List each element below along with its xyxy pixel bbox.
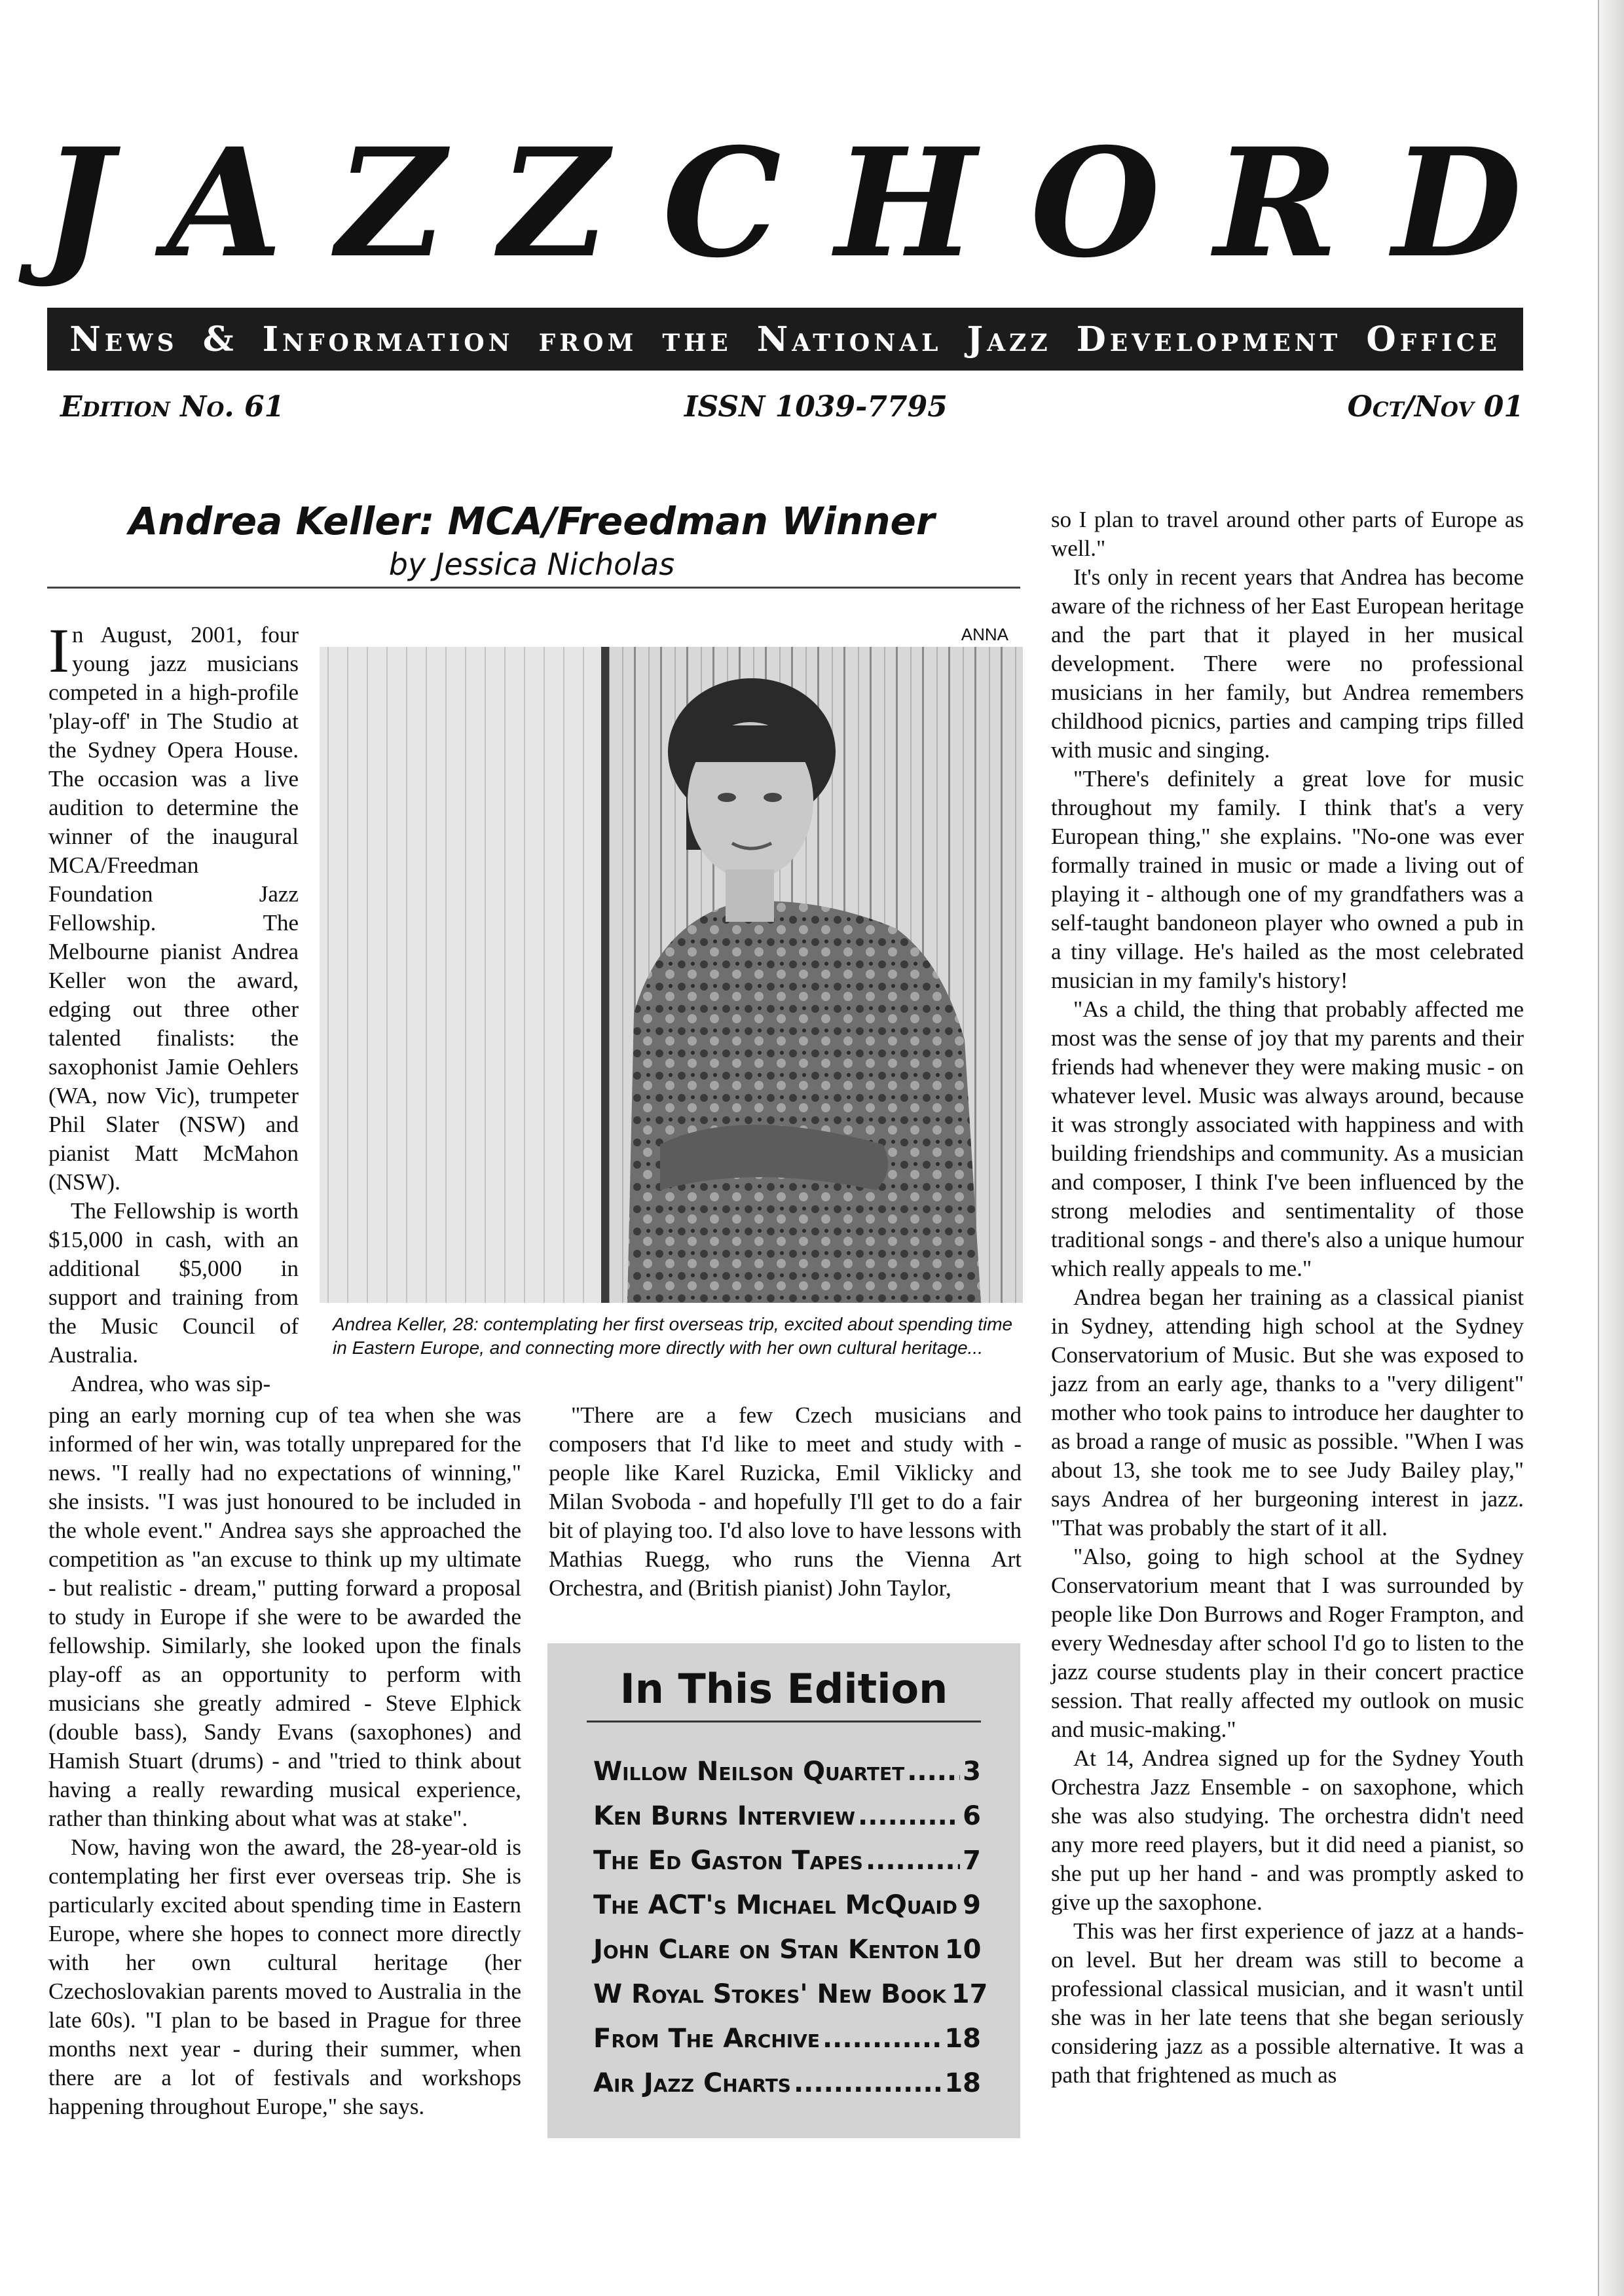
toc-item-page: 9 <box>963 1890 981 1920</box>
toc-title: In This Edition <box>619 1665 948 1713</box>
paragraph: Andrea, who was sip- <box>71 1371 271 1396</box>
paragraph: At 14, Andrea signed up for the Sydney Youth Orchestra Jazz Ensemble - on saxophone, which she was also studying. The orchestra didn't need any more reed players, but it did need a pianist, so she put up her hand - and was promptly asked to give up the saxophone. <box>1051 1745 1524 1915</box>
article-byline: by Jessica Nicholas <box>388 547 675 582</box>
headline-rule <box>47 587 1020 589</box>
toc-item-label: John Clare on Stan Kenton <box>593 1935 940 1965</box>
masthead-subtitle-banner <box>47 308 1523 371</box>
article-column-3 <box>1051 505 1524 2090</box>
photo-credit: ANNA <box>961 625 1008 644</box>
article-column-1-bottom <box>48 1401 521 2121</box>
masthead-letter: J <box>42 115 113 291</box>
paragraph: n August, 2001, four young jazz musicians competed in a high-profile 'play-off' in The Studio at the Sydney Opera House. The occasion was a live audition to determine the winner of the inaugural MCA/Freedman Foundation Jazz Fellowship. The Melbourne pianist Andrea Keller won the award, edging out three other talented finalists: the saxophonist Jamie Oehlers (WA, now Vic), trumpeter Phil Slater (NSW) and pianist Matt McMahon (NSW). <box>48 622 299 1195</box>
article-column-1-top <box>48 615 299 1398</box>
masthead-title <box>42 115 1522 291</box>
page-edge <box>1598 0 1624 2296</box>
toc-item-label: Air Jazz Charts <box>593 2068 791 2098</box>
portrait-image <box>320 647 1023 1303</box>
masthead-letter: Z <box>336 115 446 291</box>
in-this-edition-box <box>547 1643 1020 2138</box>
masthead-letter: D <box>1392 115 1522 291</box>
toc-item[interactable] <box>593 2061 981 2105</box>
toc-item-label: Ken Burns Interview <box>593 1801 855 1831</box>
paragraph: Now, having won the award, the 28-year-old is contemplating her first ever overseas trip. She is particularly excited about spending time in Eastern Europe, where she hopes to connect more directly with her own cultural heritage (her Czechoslovakian parents moved to Australia in the late 60s). "I plan to be based in Prague for three months next year - during their summer, when there are a lot of festivals and workshops happening throughout Europe," she says. <box>48 1834 521 2119</box>
article-column-2 <box>549 1401 1022 1603</box>
toc-item-page: 18 <box>944 2068 981 2098</box>
toc-item-page: 10 <box>944 1935 982 1965</box>
edition-number: Edition No. 61 <box>60 390 285 424</box>
toc-item[interactable] <box>593 1749 981 1794</box>
toc-item-label: W Royal Stokes' New Book <box>593 1979 946 2009</box>
toc-item[interactable] <box>593 1927 981 1972</box>
toc-item-label: The Ed Gaston Tapes <box>593 1846 863 1876</box>
masthead-letter: C <box>662 115 781 291</box>
toc-item[interactable] <box>593 1972 988 2016</box>
masthead-letter: Z <box>499 115 609 291</box>
toc-list <box>593 1749 988 2105</box>
masthead-subtitle: News & Information from the National Jazz Development Office <box>69 319 1501 359</box>
issue-date: Oct/Nov 01 <box>1347 390 1524 424</box>
issn: ISSN 1039-7795 <box>684 390 948 424</box>
toc-item-page: 6 <box>963 1801 981 1831</box>
paragraph: The Fellowship is worth $15,000 in cash, with an additional $5,000 in support and training from the Music Council of Australia. <box>48 1198 299 1368</box>
masthead-letter: R <box>1214 115 1338 291</box>
article-photo <box>320 647 1023 1303</box>
toc-item-page: 17 <box>951 1979 988 2009</box>
toc-item[interactable] <box>593 1794 981 1838</box>
paragraph: ping an early morning cup of tea when she was informed of her win, was totally unprepared for the news. "I really had no expectations of winning," she insists. "I was just honoured to be included in the whole event." Andrea says she approached the competition as "an excuse to think up my ultimate - but realistic - dream," putting forward a proposal to study in Europe if she were to be awarded the fellowship. Similarly, she looked upon the finals play-off as an opportunity to perform with musicians she greatly admired - Steve Elphick (double bass), Sandy Evans (saxophones) and Hamish Stuart (drums) - and "tried to think about having a really rewarding musical experience, rather than thinking about what was at stake". <box>48 1402 521 1831</box>
toc-rule <box>587 1721 981 1722</box>
toc-item-page: 7 <box>963 1846 981 1876</box>
paragraph: It's only in recent years that Andrea has become aware of the richness of her East European heritage and the part that it played in her musical development. There were no professional musicians in her family, but Andrea remembers childhood picnics, parties and camping trips filled with music and singing. <box>1051 564 1524 763</box>
drop-cap: I <box>48 615 69 685</box>
paragraph: "As a child, the thing that probably affected me most was the sense of joy that my parents and their friends had whenever they were making music - on whatever level. Music was always around, because it was strongly associated with happiness and with building friendships and community. As a musician and composer, I think I've been influenced by the strong melodies and sentimentality of those traditional songs - and there's also a unique humour which really appeals to me." <box>1051 996 1524 1281</box>
toc-item-label: Willow Neilson Quartet <box>593 1757 905 1787</box>
toc-item-label: The ACT's Michael McQuaid <box>593 1890 958 1920</box>
paragraph: This was her first experience of jazz at a hands-on level. But her dream was still to become a professional classical musician, and it wasn't until she was in her late teens that she began seriously considering jazz as a possible alternative. It was a path that frightened as much as <box>1051 1918 1524 2088</box>
masthead-letter: H <box>835 115 976 291</box>
edition-row <box>60 386 1524 428</box>
toc-item-page: 18 <box>944 2024 981 2054</box>
masthead-letter: O <box>1030 115 1160 291</box>
article-headline: Andrea Keller: MCA/Freedman Winner <box>128 499 935 543</box>
paragraph: "Also, going to high school at the Sydney Conservatorium meant that I was surrounded by people like Don Burrows and Roger Frampton, and every Wednesday after school I'd go to listen to the jazz course students play in their concert practice session. That really affected my outlook on music and music-making." <box>1051 1544 1524 1742</box>
paragraph: so I plan to travel around other parts of Europe as well." <box>1051 507 1524 561</box>
photo-caption: Andrea Keller, 28: contemplating her first overseas trip, excited about spending time in Eastern Europe, and connecting more directly with her own cultural heritage... <box>333 1314 1013 1358</box>
toc-item[interactable] <box>593 1838 981 1883</box>
masthead-letter: A <box>166 115 283 291</box>
toc-item-page: 3 <box>963 1757 981 1787</box>
toc-item-label: From The Archive <box>593 2024 820 2054</box>
paragraph: "There are a few Czech musicians and composers that I'd like to meet and study with - people like Karel Ruzicka, Emil Viklicky and Milan Svoboda - and hopefully I'll get to do a fair bit of playing too. I'd also love to have lessons with Mathias Ruegg, who runs the Vienna Art Orchestra, and (British pianist) John Taylor, <box>549 1402 1022 1601</box>
paragraph: "There's definitely a great love for music throughout my family. I think that's a very European thing," she explains. "No-one was ever formally trained in music or made a living out of playing it - although one of my grandfathers was a self-taught bandoneon player who owned a pub in a tiny village. He's hailed as the most celebrated musician in my family's history! <box>1051 766 1524 993</box>
toc-item[interactable] <box>593 2016 981 2061</box>
toc-item[interactable] <box>593 1883 981 1927</box>
paragraph: Andrea began her training as a classical pianist in Sydney, attending high school at the Sydney Conservatorium of Music. But she was exposed to jazz from an early age, thanks to a "very diligent" mother who took pains to introduce her daughter to as broad a range of music as possible. "When I was about 13, she took me to see Judy Bailey play," says Andrea of her burgeoning interest in jazz. "That was probably the start of it all. <box>1051 1285 1524 1540</box>
